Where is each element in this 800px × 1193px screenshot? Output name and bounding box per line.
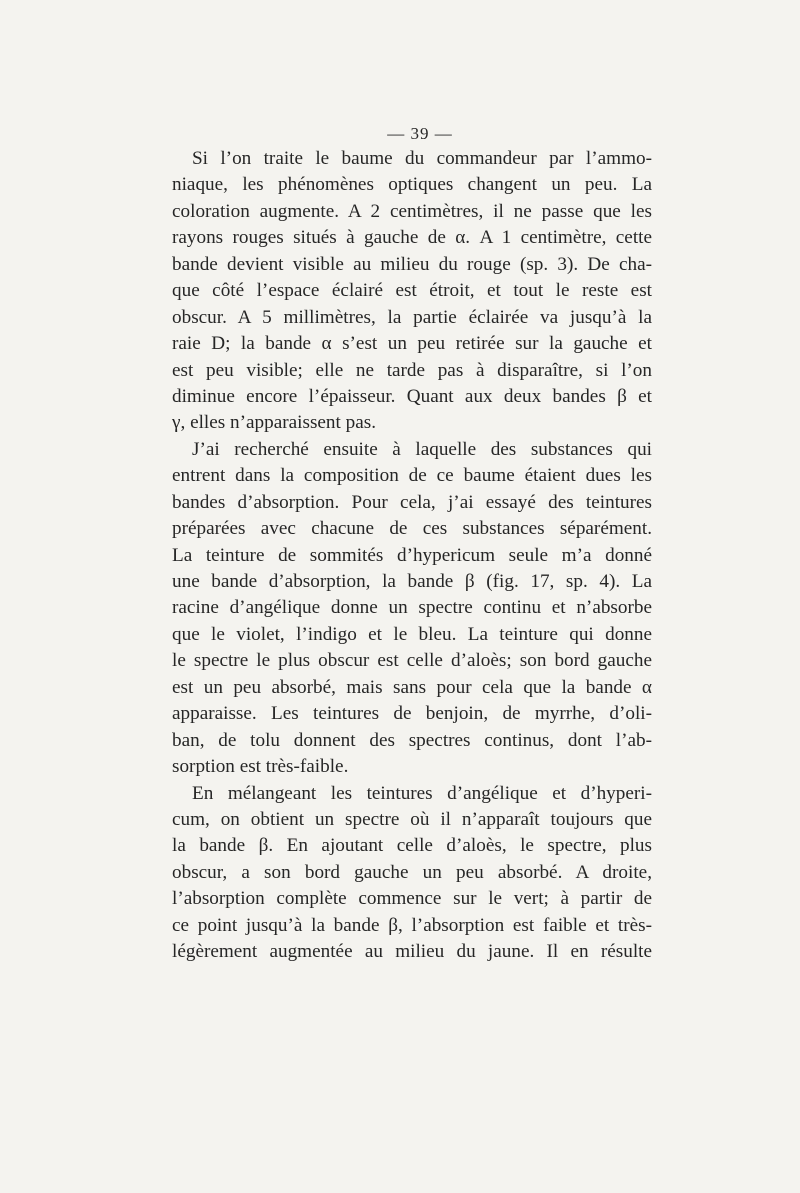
text-line: ban, de tolu donnent des spectres continus, dont l’ab-: [172, 729, 652, 751]
text-line: obscur. A 5 millimètres, la partie éclairée va jusqu’à la: [172, 306, 652, 328]
text-line: niaque, les phénomènes optiques changent un peu. La: [172, 174, 652, 196]
text-line: une bande d’absorption, la bande β (fig. 17, sp. 4). La: [172, 571, 652, 592]
text-line: racine d’angélique donne un spectre continu et n’absorbe: [172, 597, 652, 619]
text-line: cum, on obtient un spectre où il n’apparaît toujours que: [172, 808, 652, 830]
paragraph: [172, 146, 652, 437]
text-line: sorption est très-faible.: [172, 756, 349, 778]
text-line: l’absorption complète commence sur le vert; à partir de: [172, 888, 652, 910]
text-line: γ, elles n’apparaissent pas.: [172, 412, 377, 434]
text-line: rayons rouges situés à gauche de α. A 1 centimètre, cette: [172, 227, 652, 249]
text-line: ce point jusqu’à la bande β, l’absorption est faible et très-: [172, 914, 652, 936]
text-line: obscur, a son bord gauche un peu absorbé. A droite,: [172, 861, 652, 883]
text-line: apparaisse. Les teintures de benjoin, de myrrhe, d’oli-: [172, 703, 652, 725]
text-line: coloration augmente. A 2 centimètres, il ne passe que les: [172, 200, 652, 222]
text-line: légèrement augmentée au milieu du jaune. Il en résulte: [172, 941, 652, 963]
text-line: le spectre le plus obscur est celle d’aloès; son bord gauche: [172, 650, 652, 672]
page-number: — 39 —: [387, 124, 453, 143]
text-line: préparées avec chacune de ces substances séparément.: [172, 518, 652, 540]
text-line: La teinture de sommités d’hypericum seule m’a donné: [172, 544, 652, 566]
text-line: bande devient visible au milieu du rouge (sp. 3). De cha-: [172, 253, 652, 275]
text-line: que côté l’espace éclairé est étroit, et tout le reste est: [172, 280, 652, 302]
text-line: la bande β. En ajoutant celle d’aloès, le spectre, plus: [172, 835, 652, 857]
text-line: bandes d’absorption. Pour cela, j’ai essayé des teintures: [172, 491, 652, 513]
text-line: entrent dans la composition de ce baume étaient dues les: [172, 465, 652, 487]
text-line: Si l’on traite le baume du commandeur par l’ammo-: [192, 148, 652, 169]
text-line: En mélangeant les teintures d’angélique et d’hyperi-: [192, 782, 652, 804]
paragraph: [172, 437, 652, 781]
text-line: est peu visible; elle ne tarde pas à disparaître, si l’on: [172, 359, 652, 381]
text-line: est un peu absorbé, mais sans pour cela que la bande α: [172, 676, 652, 698]
body-text: [172, 146, 652, 966]
text-line: J’ai recherché ensuite à laquelle des substances qui: [192, 438, 652, 460]
text-line: que le violet, l’indigo et le bleu. La teinture qui donne: [172, 623, 652, 645]
text-line: raie D; la bande α s’est un peu retirée sur la gauche et: [172, 333, 652, 355]
text-line: diminue encore l’épaisseur. Quant aux deux bandes β et: [172, 385, 652, 407]
paragraph: [172, 781, 652, 966]
